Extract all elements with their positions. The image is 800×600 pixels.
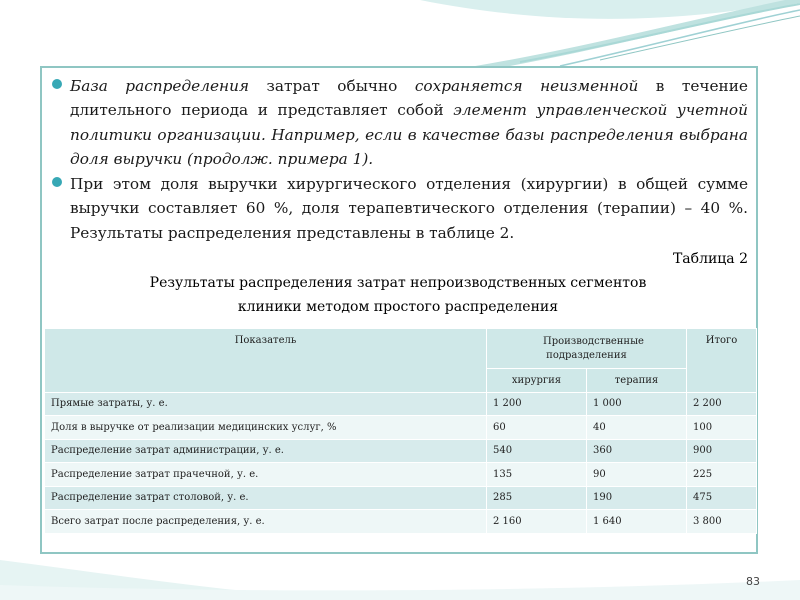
bullet-paragraph-1 [48,74,748,171]
row-label: Всего затрат после распределения, у. е. [45,510,487,534]
table-row [45,392,757,416]
row-total: 475 [687,486,757,510]
text-unchanged: сохраняется неизменной [414,77,639,95]
bullet-icon [52,79,62,89]
row-label: Доля в выручке от реализации медицинских услуг, % [45,416,487,440]
row-total: 2 200 [687,392,757,416]
text-base: База распределения [70,77,250,95]
header-therapy: терапия [587,369,687,393]
header-units: Производственные подразделения [487,329,687,369]
text-period: в течение длительного периода и представляет собой [70,77,748,120]
row-label: Распределение затрат столовой, у. е. [45,486,487,510]
row-label: Распределение затрат прачечной, у. е. [45,463,487,487]
row-therapy: 1 000 [587,392,687,416]
row-label: Прямые затраты, у. е. [45,392,487,416]
header-indicator: Показатель [45,329,487,393]
row-surgery: 540 [487,439,587,463]
row-therapy: 1 640 [587,510,687,534]
table-row [45,416,757,440]
table-number: Таблица 2 [672,251,748,268]
row-surgery: 285 [487,486,587,510]
page-number: 83 [746,575,760,588]
allocation-table [44,328,757,534]
row-total: 225 [687,463,757,487]
row-surgery: 135 [487,463,587,487]
header-total: Итого [687,329,757,393]
row-therapy: 360 [587,439,687,463]
table-row [45,463,757,487]
text-policy: элемент управленческой учетной политики организации. Например, если в качестве базы распределения выбрана доля выручки (продолж. примера 1). [70,101,748,168]
table-row [45,486,757,510]
row-surgery: 60 [487,416,587,440]
row-label: Распределение затрат администрации, у. е. [45,439,487,463]
row-surgery: 1 200 [487,392,587,416]
row-therapy: 40 [587,416,687,440]
row-therapy: 190 [587,486,687,510]
table-row [45,439,757,463]
table-caption-line-2: клиники методом простого распределения [237,299,559,316]
bullet-2-text: При этом доля выручки хирургического отделения (хирургии) в общей сумме выручки составляет 60 %, доля терапевтического отделения (терапии) – 40 %. Результаты распределения представлены в таблице 2. [70,175,748,242]
row-total: 3 800 [687,510,757,534]
row-therapy: 90 [587,463,687,487]
slide-content [48,74,748,319]
row-total: 100 [687,416,757,440]
table-caption-line-1: Результаты распределения затрат непроизводственных сегментов [149,275,647,292]
table-header-row [45,329,757,369]
bullet-icon [52,177,62,187]
table-row [45,510,757,534]
row-surgery: 2 160 [487,510,587,534]
header-surgery: хирургия [487,369,587,393]
bullet-paragraph-2 [48,172,748,245]
row-total: 900 [687,439,757,463]
text-costs: затрат обычно [249,77,415,95]
